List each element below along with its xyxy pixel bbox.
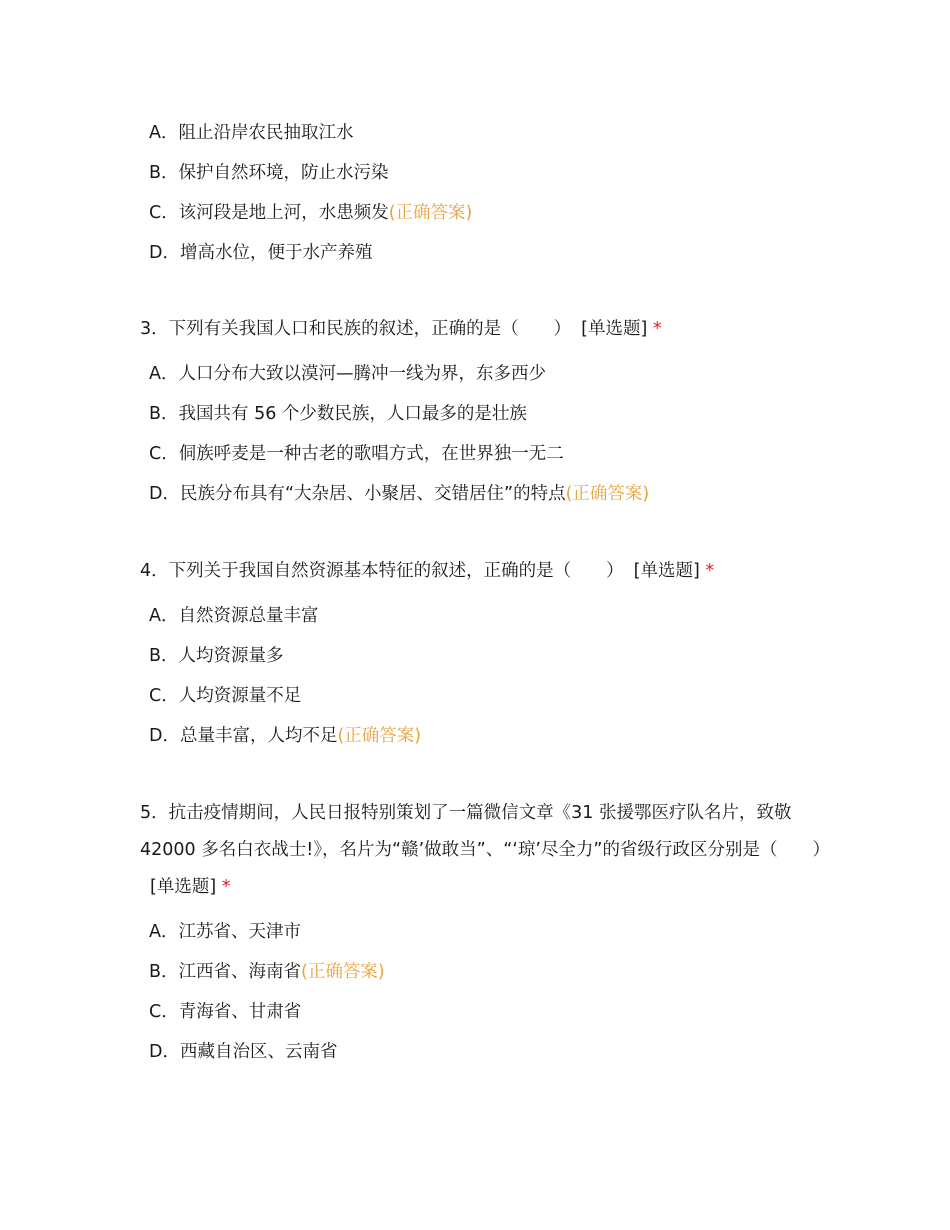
correct-answer-mark: (正确答案) — [388, 203, 473, 223]
option-text: D．民族分布具有“大杂居、小聚居、交错居住”的特点 — [149, 484, 566, 504]
question-5-option-a — [140, 912, 830, 952]
question-5-option-b — [140, 952, 830, 992]
question-5-option-c — [140, 992, 830, 1032]
question-5-option-d — [140, 1032, 830, 1072]
question-3-stem — [140, 311, 830, 348]
question-text: 4．下列关于我国自然资源基本特征的叙述，正确的是（ ） — [140, 561, 624, 581]
option-text: A．江苏省、天津市 — [149, 922, 301, 942]
option-text: A．阻止沿岸农民抽取江水 — [149, 123, 354, 143]
question-4-block — [140, 553, 830, 756]
option-text: A．自然资源总量丰富 — [149, 606, 319, 626]
question-text: 5．抗击疫情期间，人民日报特别策划了一篇微信文章《31 张援鄂医疗队名片，致敬 42000 多名白衣战士!》，名片为“赣’做敢当”、“‘琼’尽全力”的省级行政区分别是（ ） — [140, 803, 830, 860]
question-3-option-d — [140, 474, 830, 514]
required-mark: * — [705, 561, 715, 581]
option-text: D．西藏自治区、云南省 — [149, 1042, 338, 1062]
option-text: B．我国共有 56 个少数民族，人口最多的是壮族 — [149, 404, 527, 424]
option-text: D．增高水位，便于水产养殖 — [149, 243, 373, 263]
question-3-block — [140, 311, 830, 514]
option-text: C．人均资源量不足 — [149, 686, 302, 706]
option-text: C．侗族呼麦是一种古老的歌唱方式，在世界独一无二 — [149, 444, 564, 464]
question-2-option-a — [140, 113, 830, 153]
correct-answer-mark: (正确答案) — [301, 962, 385, 982]
question-5-stem — [140, 795, 830, 906]
question-3-option-b — [140, 394, 830, 434]
correct-answer-mark: (正确答案) — [337, 726, 422, 746]
question-type-label: [单选题] — [581, 319, 648, 339]
required-mark: * — [221, 877, 231, 897]
question-type-label: [单选题] — [150, 877, 217, 897]
question-2-option-b — [140, 153, 830, 193]
question-5-block — [140, 795, 830, 1072]
question-4-option-b — [140, 636, 830, 676]
question-2-option-c — [140, 193, 830, 233]
question-4-option-a — [140, 596, 830, 636]
option-text: C．该河段是地上河，水患频发 — [149, 203, 389, 223]
question-4-option-d — [140, 716, 830, 756]
question-4-option-c — [140, 676, 830, 716]
question-type-label: [单选题] — [633, 561, 700, 581]
question-2-block — [140, 113, 830, 273]
question-3-option-a — [140, 354, 830, 394]
option-text: B．保护自然环境，防止水污染 — [149, 163, 389, 183]
option-text: A．人口分布大致以漠河—腾冲一线为界，东多西少 — [149, 364, 546, 384]
correct-answer-mark: (正确答案) — [565, 484, 650, 504]
option-text: B．人均资源量多 — [149, 646, 284, 666]
option-text: B．江西省、海南省 — [149, 962, 302, 982]
question-3-option-c — [140, 434, 830, 474]
question-2-option-d — [140, 233, 830, 273]
option-text: C．青海省、甘肃省 — [149, 1002, 302, 1022]
option-text: D．总量丰富，人均不足 — [149, 726, 338, 746]
question-text: 3．下列有关我国人口和民族的叙述，正确的是（ ） — [140, 319, 572, 339]
required-mark: * — [652, 319, 662, 339]
question-4-stem — [140, 553, 830, 590]
